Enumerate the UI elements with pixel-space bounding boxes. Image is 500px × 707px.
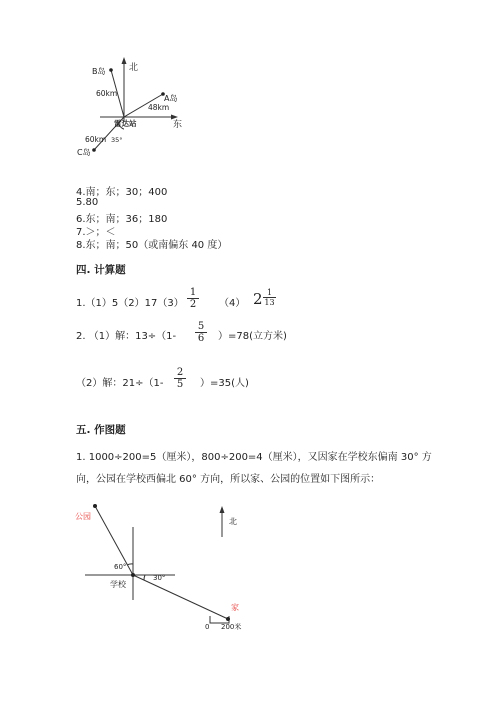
answer-7: 7.＞；＜ [76,227,116,238]
answer-6: 6.东；南；36；180 [76,214,168,225]
label-scale-zero: 0 [205,623,210,631]
label-north: 北 [129,63,139,73]
label-station: 雷达站 [114,119,137,128]
q1-prefix: 1.（1）5（2）17（3） [76,298,184,309]
arc-30 [144,575,145,580]
home-point [226,617,230,621]
label-island-a: A岛 [164,94,178,103]
park-point [93,504,97,508]
label-park: 公园 [75,512,91,521]
answer-8: 8.东；南；50（或南偏东 40 度） [76,240,228,251]
q1-frac-den: 2 [187,298,199,310]
label-angle-30: 30° [153,574,166,582]
section5-line1: 1. 1000÷200=5（厘米），800÷200=4（厘米），又因家在学校东偏南 30° 方 [76,452,432,463]
q1-frac-num: 1 [189,287,197,298]
label-school: 学校 [110,580,126,589]
label-dist-b: 60km [96,89,118,98]
arc-60 [127,564,133,565]
label-angle-35: 35° [111,136,123,144]
q2a-frac-num: 5 [197,321,205,332]
q1-mixed-whole: 2 [253,290,263,308]
label-dist-a: 48km [148,103,170,112]
q2b-prefix: （2）解：21÷（1- [76,378,164,389]
answer-5: 5.80 [76,197,99,208]
q1-mixed-den: 13 [264,298,275,307]
q2b-frac-den: 5 [174,378,186,390]
q1-part4: （4） [219,298,246,309]
line-to-home [133,575,228,619]
section5-line2: 向，公园在学校西偏北 60° 方向，所以家、公园的位置如下图所示： [76,474,381,485]
label-dist-c: 60km [85,135,107,144]
school-point [131,573,135,577]
q2a-prefix: 2. （1）解：13÷（1- [76,331,177,342]
answer-4: 4.南；东；30；400 [76,187,168,198]
label-island-c: C岛 [77,148,91,157]
q2b-suffix: ）=35(人) [200,378,249,389]
section4-title: 四. 计算题 [76,264,126,276]
q1-mixed-num: 1 [266,288,273,297]
q2b-frac-num: 2 [176,367,184,378]
map-north-arrow-icon [220,506,225,513]
label-east: 东 [173,120,183,130]
label-island-b: B岛 [92,67,106,76]
section5-title: 五. 作图题 [76,424,126,436]
label-angle-60: 60° [114,563,127,571]
label-map-north: 北 [229,517,237,526]
label-scale-unit: 200米 [221,623,242,631]
label-home: 家 [231,603,239,612]
q2a-frac-den: 6 [195,332,207,344]
q2a-suffix: ）=78(立方米) [218,331,287,342]
